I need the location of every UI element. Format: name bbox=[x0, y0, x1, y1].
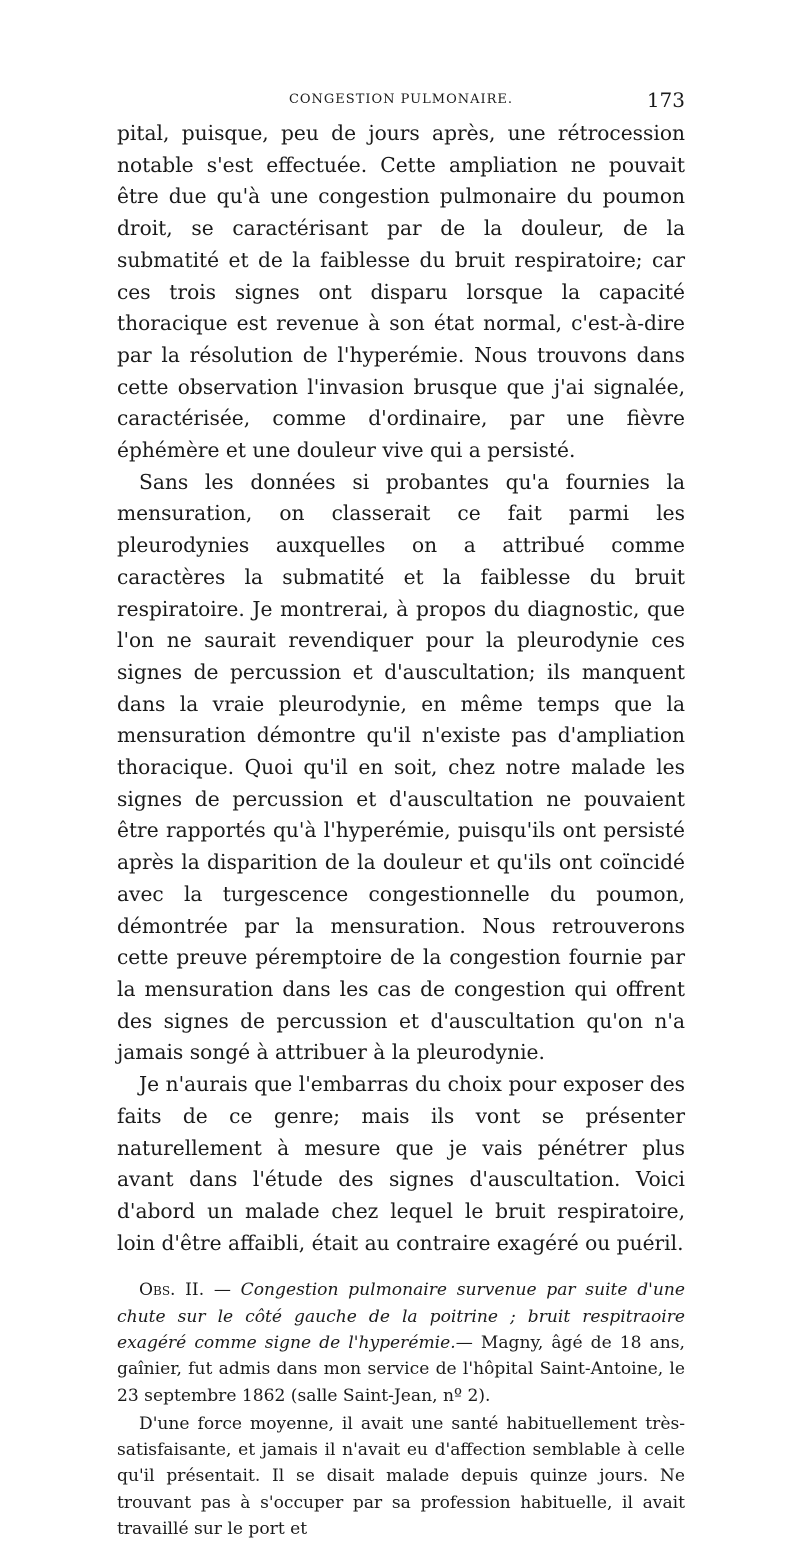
page-header bbox=[117, 88, 685, 114]
paragraph-2: Sans les données si probantes qu'a fournies la mensuration, on classerait ce fait parmi les pleurodynies auxquelles on a attribué comme caractères la submatité et la faiblesse du bruit respiratoire. Je montrerai, à propos du diagnostic, que l'on ne saurait revendiquer pour la pleurodynie ces signes de percussion et d'auscultation; ils manquent dans la vraie pleurodynie, en même temps que la mensuration démontre qu'il n'existe pas d'ampliation thoracique. Quoi qu'il en soit, chez notre malade les signes de percussion et d'auscultation ne pouvaient être rapportés qu'à l'hyperémie, puisqu'ils ont persisté après la disparition de la douleur et qu'ils ont coïncidé avec la turgescence congestionnelle du poumon, démontrée par la mensuration. Nous retrouverons cette preuve péremptoire de la congestion fournie par la mensuration dans les cas de congestion qui offrent des signes de percussion et d'auscultation qu'on n'a jamais songé à attribuer à la pleurodynie. bbox=[117, 469, 685, 1065]
observation-block bbox=[117, 1277, 685, 1542]
running-title: CONGESTION PULMONAIRE. bbox=[288, 92, 514, 107]
book-page bbox=[117, 88, 685, 1542]
page-number: 173 bbox=[646, 88, 685, 112]
paragraph-1: pital, puisque, peu de jours après, une rétrocession notable s'est effectuée. Cette ampliation ne pouvait être due qu'à une congestion pulmonaire du poumon droit, se caractérisant par de la douleur, de la submatité et de la faiblesse du bruit respiratoire; car ces trois signes ont disparu lorsque la capacité thoracique est revenue à son état normal, c'est-à-dire par la résolution de l'hyperémie. Nous trouvons dans cette observation l'invasion brusque que j'ai signalée, caractérisée, comme d'ordinaire, par une fièvre éphémère et une douleur vive qui a persisté. bbox=[117, 121, 685, 463]
paragraph-3: Je n'aurais que l'embarras du choix pour exposer des faits de ce genre; mais ils vont se présenter naturellement à mesure que je vais pénétrer plus avant dans l'étude des signes d'auscultation. Voici d'abord un malade chez lequel le bruit respiratoire, loin d'être affaibli, était au contraire exagéré ou puéril. bbox=[117, 1072, 685, 1255]
body-text bbox=[117, 118, 685, 1259]
observation-title: Congestion pulmonaire survenue par suite d'une chute sur le côté gauche de la poitrine ; bruit respitraoire exagéré comme signe de l'hyperémie. bbox=[117, 1280, 686, 1353]
observation-intro: — Magny, âgé de 18 ans, gaînier, fut admis dans mon service de l'hôpital Saint-Antoine, le 23 septembre 1862 (salle Saint-Jean, nº 2). bbox=[117, 1332, 685, 1406]
observation-paragraph: D'une force moyenne, il avait une santé habituellement très-satisfaisante, et jamais il n'avait eu d'affection semblable à celle qu'il présentait. Il se disait malade depuis quinze jours. Ne trouvant pas à s'occuper par sa profession habituelle, il avait travaillé sur le port et bbox=[117, 1413, 685, 1539]
observation-heading bbox=[117, 1277, 685, 1408]
observation-label: Obs. II. — bbox=[139, 1280, 231, 1301]
